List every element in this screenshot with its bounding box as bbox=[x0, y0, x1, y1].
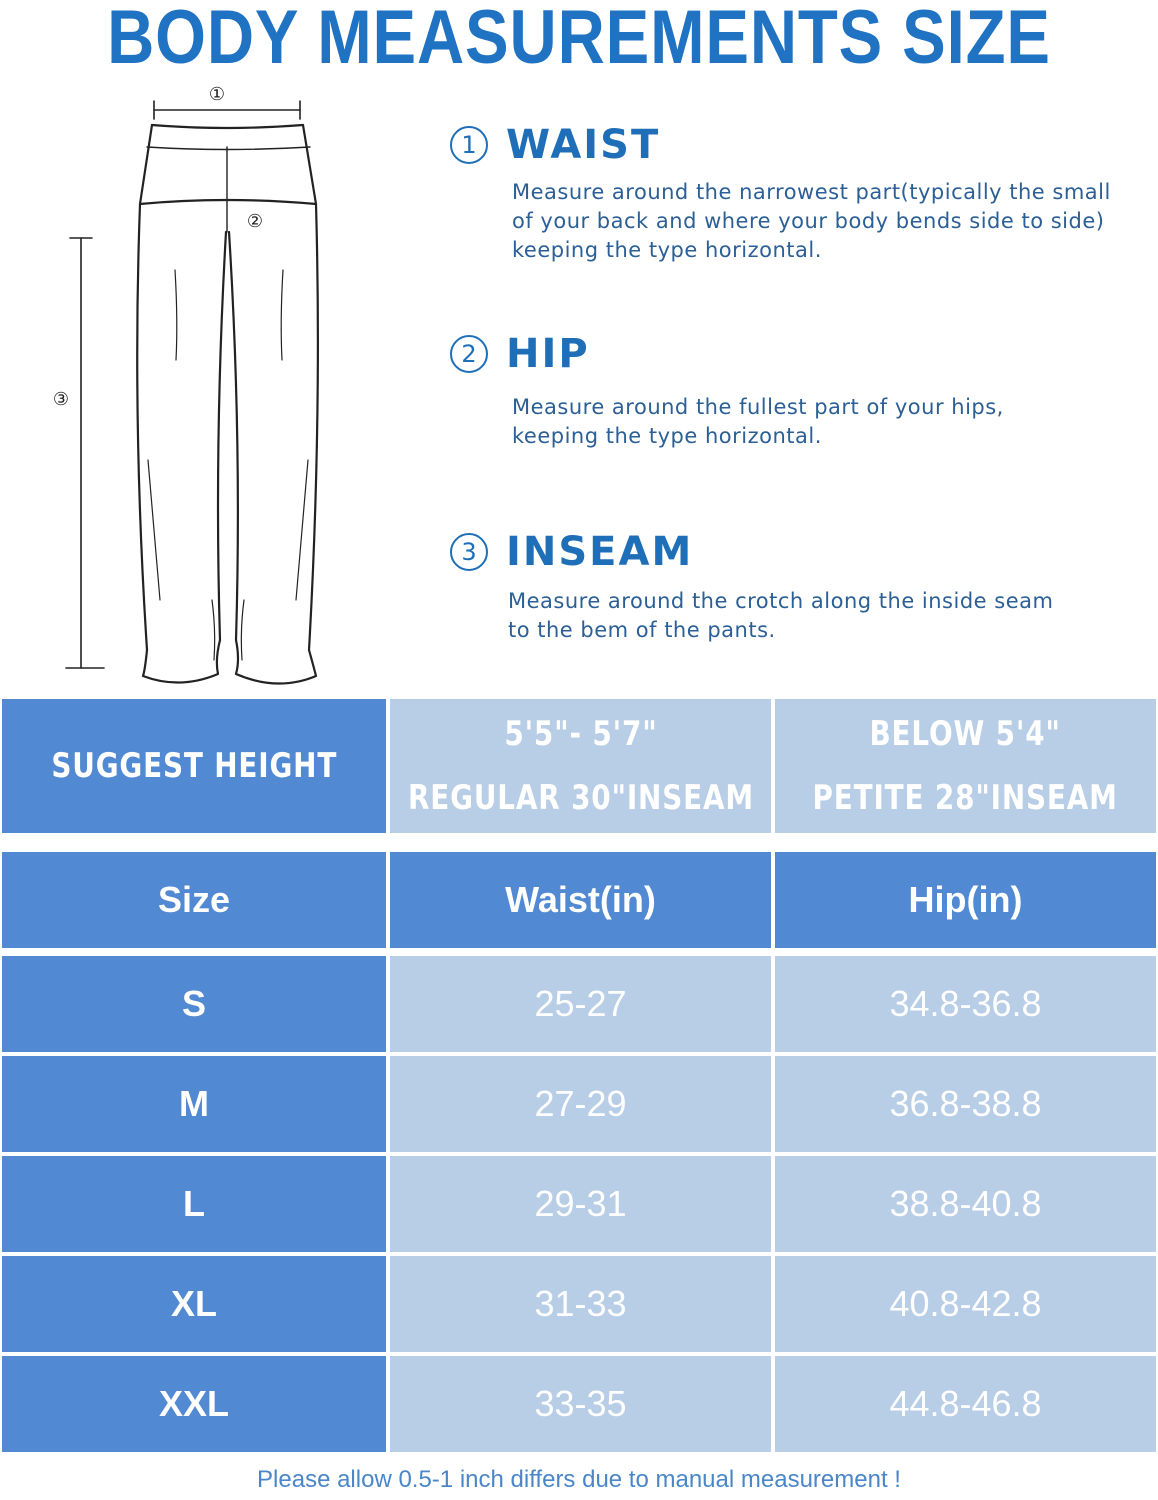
marker-waist: ① bbox=[208, 84, 226, 105]
hip-description bbox=[512, 393, 1132, 451]
header-waist: Waist(in) bbox=[388, 850, 773, 950]
waist-description bbox=[512, 178, 1132, 265]
hip-title: HIP bbox=[506, 331, 590, 377]
inseam-line-2: to the bem of the pants. bbox=[508, 618, 776, 642]
hip-cell: 34.8-36.8 bbox=[773, 954, 1158, 1054]
header-hip: Hip(in) bbox=[773, 850, 1158, 950]
header-size: Size bbox=[0, 850, 388, 950]
measurement-note: Please allow 0.5-1 inch differs due to manual measurement ! bbox=[257, 1466, 901, 1493]
hip-number-badge: 2 bbox=[450, 335, 488, 373]
waist-section bbox=[450, 122, 1140, 265]
table-row bbox=[0, 1254, 1158, 1354]
height-table bbox=[0, 697, 1158, 835]
inseam-number-badge: 3 bbox=[450, 533, 488, 571]
waist-cell: 25-27 bbox=[388, 954, 773, 1054]
size-table bbox=[0, 850, 1158, 1454]
pants-diagram bbox=[0, 80, 400, 700]
waist-line-2: of your back and where your body bends side to side) bbox=[512, 209, 1105, 233]
hip-cell: 40.8-42.8 bbox=[773, 1254, 1158, 1354]
marker-hip: ② bbox=[246, 211, 264, 232]
size-cell: L bbox=[0, 1154, 388, 1254]
regular-height-cell bbox=[388, 697, 773, 835]
size-table-header bbox=[0, 850, 1158, 950]
petite-inseam-label: PETITE 28"INSEAM bbox=[812, 778, 1119, 818]
page-title: BODY MEASUREMENTS SIZE bbox=[107, 0, 1051, 80]
size-cell: XXL bbox=[0, 1354, 388, 1454]
table-row bbox=[0, 1054, 1158, 1154]
height-row bbox=[0, 697, 1158, 835]
size-cell: XL bbox=[0, 1254, 388, 1354]
waist-cell: 33-35 bbox=[388, 1354, 773, 1454]
inseam-title: INSEAM bbox=[506, 529, 694, 575]
table-row bbox=[0, 1154, 1158, 1254]
table-row bbox=[0, 1354, 1158, 1454]
waist-line-1: Measure around the narrowest part(typically the small bbox=[512, 180, 1111, 204]
marker-inseam: ③ bbox=[52, 389, 70, 410]
regular-inseam-label: REGULAR 30"INSEAM bbox=[407, 778, 754, 818]
waist-cell: 29-31 bbox=[388, 1154, 773, 1254]
table-row bbox=[0, 954, 1158, 1054]
hip-cell: 36.8-38.8 bbox=[773, 1054, 1158, 1154]
petite-height-cell bbox=[773, 697, 1158, 835]
petite-height-range: BELOW 5'4" bbox=[869, 714, 1062, 754]
hip-line-2: keeping the type horizontal. bbox=[512, 424, 822, 448]
hip-section bbox=[450, 331, 1140, 451]
inseam-description bbox=[508, 587, 1128, 645]
waist-line-3: keeping the type horizontal. bbox=[512, 238, 822, 262]
hip-cell: 38.8-40.8 bbox=[773, 1154, 1158, 1254]
suggest-height-cell bbox=[0, 697, 388, 835]
hip-line-1: Measure around the fullest part of your hips, bbox=[512, 395, 1004, 419]
waist-cell: 27-29 bbox=[388, 1054, 773, 1154]
regular-height-range: 5'5"- 5'7" bbox=[503, 714, 658, 754]
suggest-height-label: SUGGEST HEIGHT bbox=[51, 746, 337, 786]
inseam-section bbox=[450, 529, 1140, 645]
hip-cell: 44.8-46.8 bbox=[773, 1354, 1158, 1454]
waist-number-badge: 1 bbox=[450, 126, 488, 164]
inseam-line-1: Measure around the crotch along the inside seam bbox=[508, 589, 1054, 613]
size-cell: S bbox=[0, 954, 388, 1054]
size-cell: M bbox=[0, 1054, 388, 1154]
waist-title: WAIST bbox=[506, 122, 661, 168]
waist-cell: 31-33 bbox=[388, 1254, 773, 1354]
